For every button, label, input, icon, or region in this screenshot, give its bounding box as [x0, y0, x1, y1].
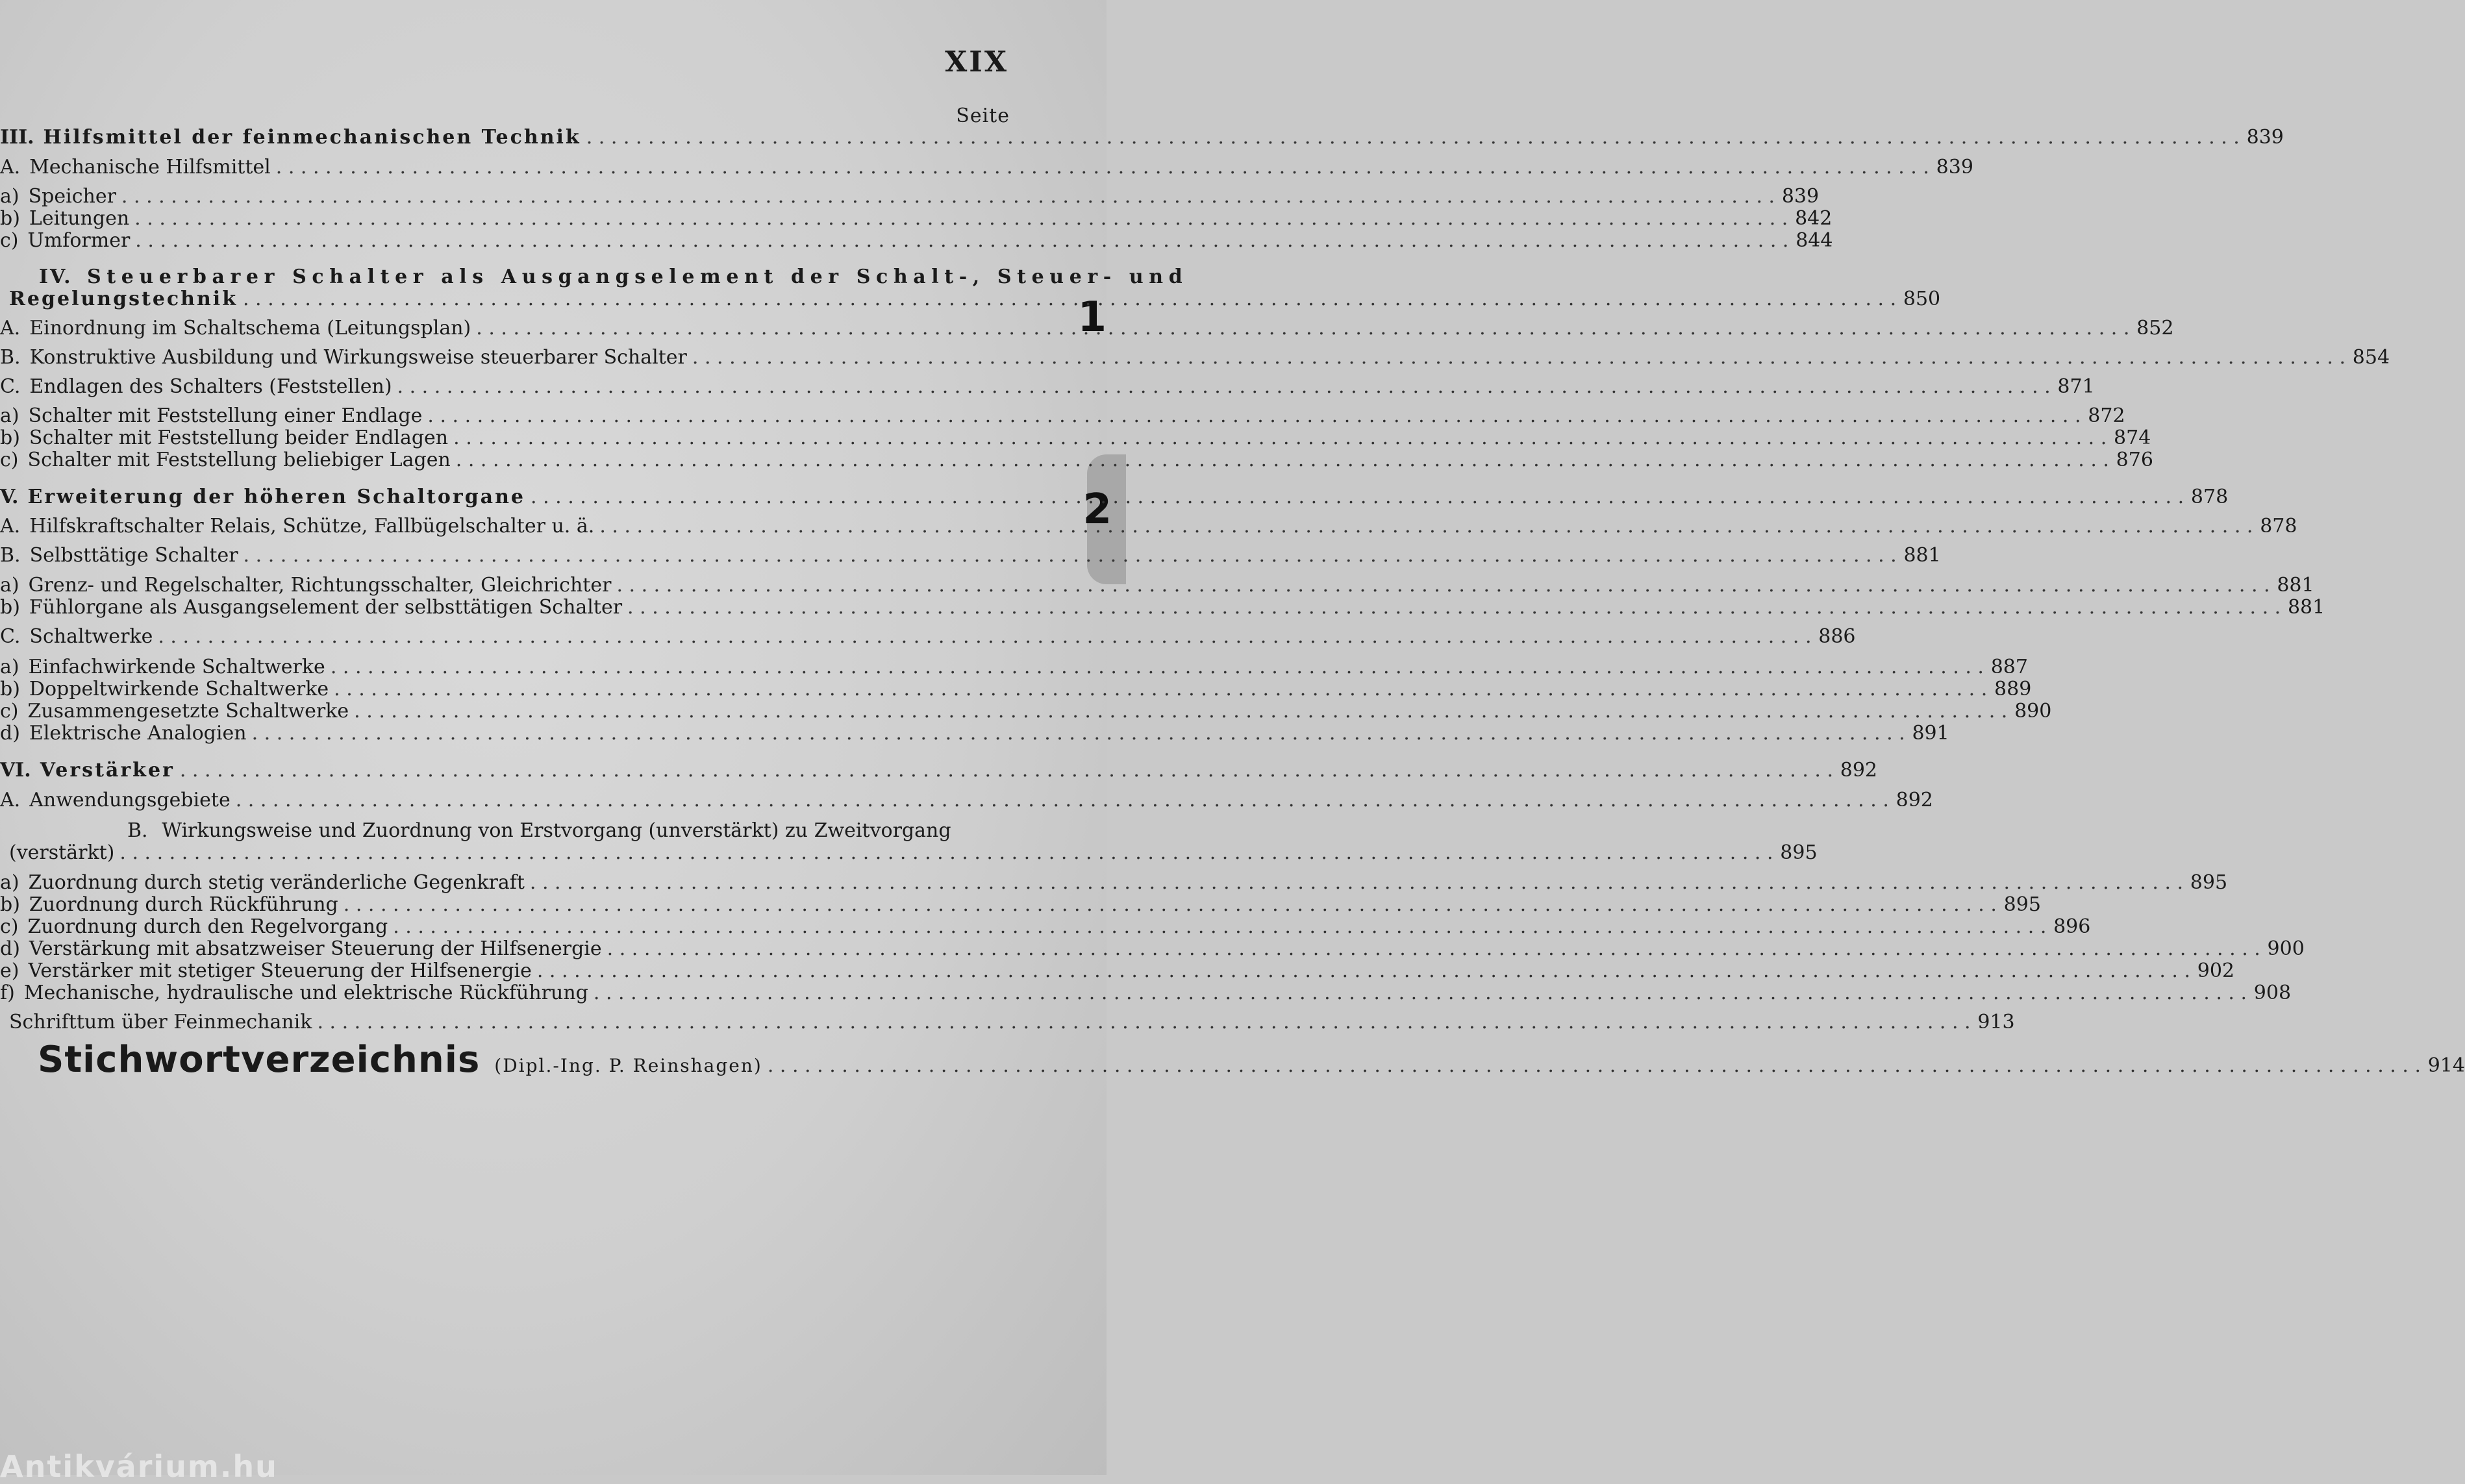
item-title: Schalter mit Feststellung beider Endlagen [29, 427, 449, 449]
leader-dots [530, 871, 2183, 895]
item-title: Doppeltwirkende Schaltwerke [29, 678, 329, 700]
subsection-title: Einordnung im Schaltschema (Leitungsplan) [29, 317, 471, 340]
leader-dots [252, 722, 1905, 745]
page-ref: 889 [1994, 678, 2032, 700]
leader-dots [244, 544, 1897, 567]
leader-dots [121, 185, 1775, 208]
page-ref: 850 [1903, 288, 1941, 310]
item-title: Fühlorgane als Ausgangselement der selbsttätigen Schalter [29, 596, 623, 619]
item-letter: b) [0, 207, 20, 230]
item-letter: e) [0, 959, 19, 982]
leader-dots [236, 789, 1889, 812]
leader-dots [456, 449, 2109, 472]
item-letter: a) [0, 656, 19, 678]
subsection-letter: B. [0, 346, 21, 369]
toc-subsection[interactable] [0, 625, 1856, 649]
leader-dots [243, 288, 1896, 311]
subsection-title-line2: (verstärkt) [9, 841, 115, 864]
page-ref: 881 [2287, 596, 2325, 619]
item-letter: b) [0, 893, 20, 916]
toc-item[interactable] [0, 959, 2235, 983]
page-ref: 890 [2014, 700, 2052, 723]
subsection-title: Schaltwerke [29, 625, 153, 648]
leader-dots [119, 841, 1773, 865]
item-letter: c) [0, 229, 19, 252]
leader-dots [393, 915, 2046, 939]
item-letter: a) [0, 185, 19, 208]
item-title: Leitungen [29, 207, 130, 230]
item-title: Schalter mit Feststellung einer Endlage [28, 404, 423, 427]
page-ref: 891 [1912, 722, 1949, 745]
toc-subsection[interactable] [0, 515, 2297, 538]
page-ref: 852 [2136, 317, 2174, 340]
subsection-letter: A. [0, 156, 21, 179]
leader-dots [317, 1011, 1970, 1034]
leader-dots [331, 656, 1984, 679]
toc-item[interactable] [0, 207, 1833, 230]
page-ref: 887 [1990, 656, 2028, 678]
page-ref: 896 [2053, 915, 2091, 938]
toc-item[interactable] [0, 722, 1949, 745]
subsection-letter: C. [0, 625, 21, 648]
item-title: Einfachwirkende Schaltwerke [28, 656, 325, 678]
leader-dots [607, 937, 2260, 961]
toc-item[interactable] [0, 574, 2314, 597]
page-ref: 895 [2003, 893, 2041, 916]
leader-dots [531, 486, 2184, 509]
section-number: IV. [39, 266, 73, 288]
toc-subsection[interactable] [0, 841, 1818, 865]
toc-item[interactable] [0, 700, 2052, 723]
subsection-title: Hilfskraftschalter Relais, Schütze, Fallbügelschalter u. ä. [29, 515, 595, 538]
leader-dots [334, 678, 1987, 701]
toc-subsection[interactable] [0, 375, 2095, 399]
toc-section-vi[interactable] [0, 759, 1878, 782]
page-number: XIX [945, 45, 1008, 79]
item-title: Schalter mit Feststellung beliebiger Lagen [27, 449, 451, 471]
leader-dots [135, 229, 1788, 253]
leader-dots [180, 759, 1833, 782]
subsection-title: Konstruktive Ausbildung und Wirkungsweise steuerbarer Schalter [29, 346, 687, 369]
leader-dots [768, 1054, 2421, 1078]
watermark: Antikvárium.hu [0, 1449, 278, 1484]
item-title: Zuordnung durch den Regelvorgang [27, 915, 388, 938]
item-letter: a) [0, 404, 19, 427]
page-ref: 878 [2190, 486, 2229, 508]
subsection-title: Endlagen des Schalters (Feststellen) [29, 375, 392, 398]
page-ref: 839 [1936, 156, 1973, 179]
page-ref: 881 [2277, 574, 2314, 597]
seite-column-label: Seite [956, 105, 1010, 127]
section-title: Hilfsmittel der feinmechanischen Technik [43, 126, 581, 149]
subsection-title: Selbsttätige Schalter [29, 544, 238, 567]
toc-item[interactable] [0, 427, 2151, 450]
item-letter: b) [0, 596, 20, 619]
subsection-title-line1: Wirkungsweise und Zuordnung von Erstvorgang (unverstärkt) zu Zweitvorgang [162, 819, 951, 842]
page-ref: 878 [2260, 515, 2297, 538]
page-ref: 892 [1896, 789, 1933, 811]
subsection-letter: A. [0, 515, 21, 538]
item-letter: c) [0, 449, 19, 471]
page-ref: 913 [1977, 1011, 2015, 1033]
page-ref: 854 [2352, 346, 2390, 369]
toc-section-iv-title-line1[interactable]: Steuerbarer Schalter als Ausgangselement der Schalt-, Steuer- und [87, 266, 1188, 288]
page-ref: 902 [2197, 959, 2235, 982]
toc-item[interactable] [0, 915, 2091, 939]
item-letter: a) [0, 574, 19, 597]
toc-item[interactable] [0, 678, 2032, 701]
subsection-letter: A. [0, 317, 21, 340]
item-title: Grenz- und Regelschalter, Richtungsschalter, Gleichrichter [28, 574, 612, 597]
leader-dots [397, 375, 2051, 399]
page-ref: 900 [2267, 937, 2305, 960]
section-title-line2: Regelungstechnik [9, 288, 238, 310]
leader-dots [537, 959, 2190, 983]
page-ref: 842 [1795, 207, 1833, 230]
leader-dots [427, 404, 2081, 428]
toc-subsection[interactable] [0, 346, 2390, 369]
page-ref: 895 [1780, 841, 1818, 864]
leader-dots [599, 515, 2253, 538]
toc-item[interactable] [0, 404, 2125, 428]
page-ref: 908 [2253, 982, 2292, 1004]
toc-item[interactable] [0, 229, 1833, 253]
page-ref: 872 [2088, 404, 2125, 427]
toc-item[interactable] [0, 893, 2041, 917]
page-ref: 892 [1840, 759, 1878, 782]
leader-dots [594, 982, 2247, 1005]
edge-mark-1: 1 [1077, 293, 1107, 341]
leader-dots [476, 317, 2129, 340]
leader-dots [276, 156, 1929, 179]
leader-dots [453, 427, 2107, 450]
section-title: Erweiterung der höheren Schaltorgane [27, 486, 526, 508]
section-number: III. [0, 126, 34, 149]
page-ref: 839 [2246, 126, 2284, 149]
page-ref: 839 [1781, 185, 1820, 208]
subsection-title: Anwendungsgebiete [29, 789, 231, 811]
item-title: Zuordnung durch stetig veränderliche Gegenkraft [28, 871, 525, 894]
literature-title: Schrifttum über Feinmechanik [9, 1011, 312, 1033]
item-title: Speicher [28, 185, 116, 208]
page-ref: 871 [2057, 375, 2095, 398]
leader-dots [692, 346, 2346, 369]
toc-literature[interactable] [0, 1011, 2015, 1034]
toc-item[interactable] [0, 937, 2305, 961]
page-ref: 844 [1796, 229, 1833, 252]
item-letter: d) [0, 722, 20, 745]
toc-item[interactable] [0, 871, 2228, 895]
leader-dots [158, 625, 1811, 649]
subsection-letter: C. [0, 375, 21, 398]
index-title: Stichwortverzeichnis [38, 1039, 481, 1081]
item-title: Verstärkung mit absatzweiser Steuerung der Hilfsenergie [29, 937, 602, 960]
item-title: Umformer [27, 229, 131, 252]
section-title: Verstärker [40, 759, 175, 782]
toc-item[interactable] [0, 656, 2028, 679]
leader-dots [627, 596, 2281, 619]
item-letter: c) [0, 700, 19, 723]
toc-subsection[interactable] [0, 156, 1973, 179]
toc-item[interactable] [0, 185, 1820, 208]
item-title: Zusammengesetzte Schaltwerke [27, 700, 349, 723]
item-title: Mechanische, hydraulische und elektrische Rückführung [23, 982, 588, 1004]
leader-dots [586, 126, 2240, 149]
item-title: Verstärker mit stetiger Steuerung der Hilfsenergie [28, 959, 532, 982]
subsection-letter: B. [0, 544, 21, 567]
edge-mark-2: 2 [1082, 486, 1112, 534]
toc-section-v[interactable] [0, 486, 2229, 509]
toc-section-iv[interactable] [0, 288, 1941, 311]
page-ref: 914 [2427, 1054, 2465, 1077]
toc-subsection[interactable] [0, 789, 1933, 812]
subsection-letter: A. [0, 789, 21, 811]
toc-item[interactable] [0, 982, 2292, 1005]
item-letter: a) [0, 871, 19, 894]
section-number: VI. [0, 759, 31, 782]
toc-item[interactable] [0, 449, 2153, 472]
item-letter: b) [0, 678, 20, 700]
subsection-title: Mechanische Hilfsmittel [29, 156, 271, 179]
toc-subsection[interactable] [0, 544, 1941, 567]
page-ref: 876 [2116, 449, 2153, 471]
page-ref: 874 [2114, 427, 2151, 449]
page-ref: 881 [1903, 544, 1941, 567]
item-title: Zuordnung durch Rückführung [29, 893, 338, 916]
page-ref: 886 [1818, 625, 1856, 648]
leader-dots [616, 574, 2270, 597]
leader-dots [134, 207, 1788, 230]
page-ref: 895 [2190, 871, 2228, 894]
item-letter: b) [0, 427, 20, 449]
subsection-letter: B. [127, 819, 148, 842]
toc-section-iii[interactable] [0, 126, 2284, 149]
item-letter: c) [0, 915, 19, 938]
section-number: V. [0, 486, 19, 508]
leader-dots [344, 893, 1997, 917]
toc-subsection-b-line1[interactable] [127, 819, 951, 843]
leader-dots [354, 700, 2007, 723]
index-author: (Dipl.-Ing. P. Reinshagen) [494, 1055, 762, 1076]
toc-section-iv-number [39, 266, 73, 289]
item-letter: f) [0, 982, 15, 1004]
toc-index[interactable] [38, 1039, 2465, 1081]
item-title: Elektrische Analogien [29, 722, 247, 745]
toc-item[interactable] [0, 596, 2325, 619]
toc-subsection[interactable] [0, 317, 2174, 340]
item-letter: d) [0, 937, 20, 960]
